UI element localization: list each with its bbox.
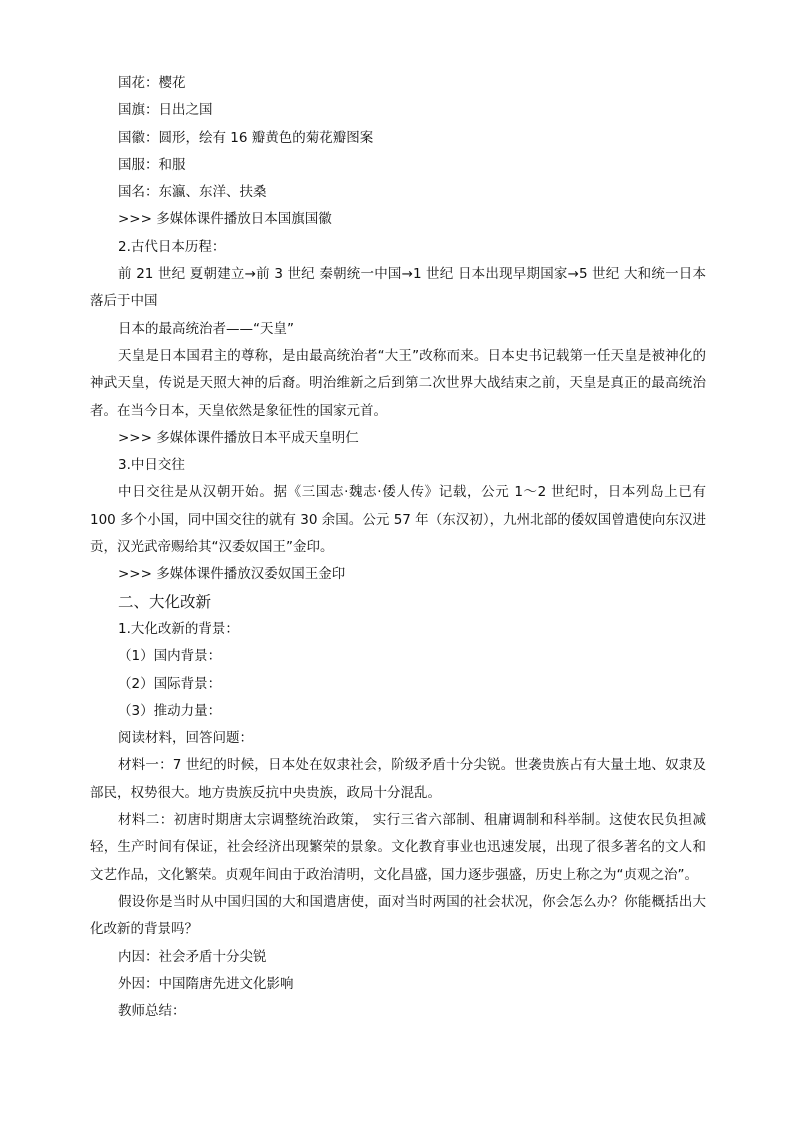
- material-two-paragraph: 材料二：初唐时期唐太宗调整统治政策， 实行三省六部制、租庸调制和科举制。这使农民负担减轻，生产时间有保证，社会经济出现繁荣的景象。文化教育事业也迅速发展，出现了很多著名的文人和文艺作品，文化繁荣。贞观年间由于政治清明，文化昌盛，国力逐步强盛，历史上称之为“贞观之治”。: [90, 812, 706, 883]
- driving-force-line: （3）推动力量：: [118, 702, 222, 719]
- question-paragraph: 假设你是当时从中国归国的大和国遣唐使，面对当时两国的社会状况，你会怎么办？你能概括出大化改新的背景吗？: [90, 893, 706, 938]
- emperor-paragraph: 天皇是日本国君主的尊称，是由最高统治者“大王”改称而来。日本史书记载第一任天皇是被神化的神武天皇，传说是天照大神的后裔。明治维新之后到第二次世界大战结束之前，天皇是真正的最高统治者。在当今日本，天皇依然是象征性的国家元首。: [90, 347, 706, 419]
- national-emblem-line: 国徽：圆形，绘有 16 瓣黄色的菊花瓣图案: [118, 129, 374, 146]
- multimedia-note-emperor: >>> 多媒体课件播放日本平成天皇明仁: [118, 429, 359, 446]
- reading-instruction: 阅读材料，回答问题：: [118, 730, 253, 747]
- material-one-paragraph: 材料一：7 世纪的时候，日本处在奴隶社会，阶级矛盾十分尖锐。世袭贵族占有大量土地、奴隶及部民，权势很大。地方贵族反抗中央贵族，政局十分混乱。: [90, 757, 706, 801]
- multimedia-note-seal: >>> 多媒体课件播放汉委奴国王金印: [118, 566, 346, 583]
- national-flower-line: 国花：樱花: [118, 75, 186, 91]
- document-body: [90, 70, 720, 1025]
- internal-cause-line: 内因：社会矛盾十分尖锐: [118, 948, 267, 965]
- multimedia-note-flag: >>> 多媒体课件播放日本国旗国徽: [118, 211, 332, 228]
- reform-background-heading: 1.大化改新的背景：: [118, 620, 239, 637]
- exchange-paragraph: 中日交往是从汉朝开始。据《三国志·魏志·倭人传》记载，公元 1～2 世纪时，日本列岛上已有 100 多个小国，同中国交往的就有 30 余国。公元 57 年（东汉初），九州北部的倭奴国曾遣使向东汉进贡，汉光武帝赐给其“汉委奴国王”金印。: [90, 484, 706, 556]
- national-costume-line: 国服：和服: [118, 156, 186, 173]
- national-flag-line: 国旗：日出之国: [118, 102, 213, 119]
- international-background-line: （2）国际背景：: [118, 675, 222, 692]
- emperor-heading: 日本的最高统治者——“天皇”: [118, 320, 294, 337]
- teacher-summary-line: 教师总结：: [118, 1003, 186, 1020]
- timeline-paragraph: 前 21 世纪 夏朝建立→前 3 世纪 秦朝统一中国→1 世纪 日本出现早期国家→5 世纪 大和统一日本 落后于中国: [90, 266, 720, 310]
- country-names-line: 国名：东瀛、东洋、扶桑: [118, 184, 267, 201]
- external-cause-line: 外因：中国隋唐先进文化影响: [118, 975, 294, 992]
- section-taika-reform: 二、大化改新: [118, 592, 212, 611]
- section-ancient-japan: 2.古代日本历程：: [118, 238, 226, 255]
- section-sino-japanese: 3.中日交往: [118, 457, 185, 474]
- domestic-background-line: （1）国内背景：: [118, 648, 222, 665]
